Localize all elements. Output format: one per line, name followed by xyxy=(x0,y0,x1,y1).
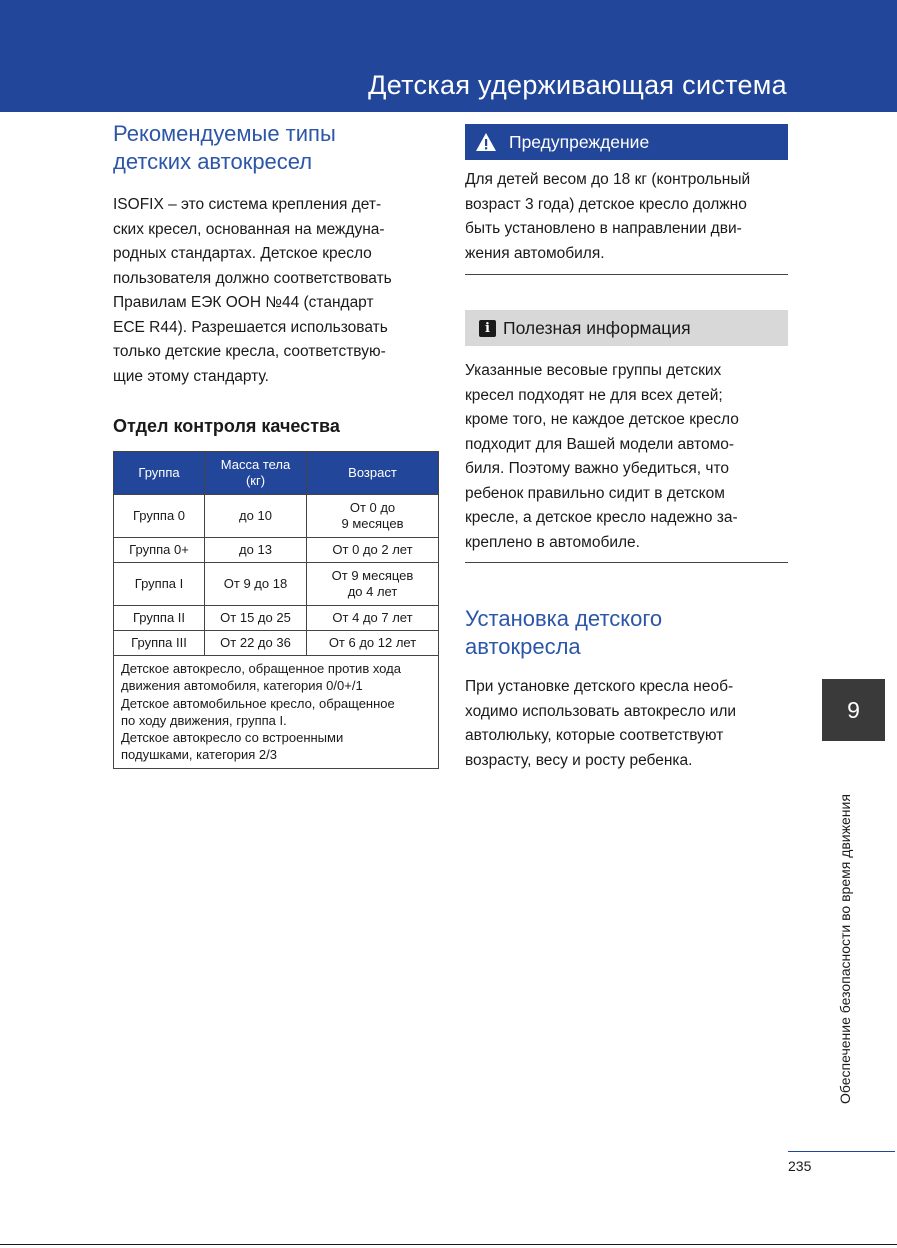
warning-text: Для детей весом до 18 кг (контрольный возраст 3 года) детское кресло должно быть установлено в направлении дви- жения автомобиля. xyxy=(465,171,751,262)
table-note: Детское автокресло, обращенное против хода движения автомобиля, категория 0/0+/1 Детское автомобильное кресло, обращенное по ходу движения, группа I. Детское автокресло со встроенными подушками, категория 2/3 xyxy=(114,656,439,769)
isofix-paragraph: ISOFIX – это система крепления дет- ских кресел, основанная на междуна- родных стандартах. Детское кресло пользователя должно соответствовать Правилам ЕЭК ООН №44 (стандарт ECE R44). Разрешается использовать только детские кресла, соответствую- щие этому стандарту. xyxy=(113,196,392,385)
table-row: Группа 0+ до 13 От 0 до 2 лет xyxy=(114,538,439,563)
warning-box-header xyxy=(465,124,788,160)
right-column xyxy=(465,124,788,773)
table-note-row xyxy=(114,656,439,769)
table-row: Группа II От 15 до 25 От 4 до 7 лет xyxy=(114,606,439,631)
info-box-header xyxy=(465,310,788,346)
table-row: Группа III От 22 до 36 От 6 до 12 лет xyxy=(114,631,439,656)
warning-title: Предупреждение xyxy=(509,131,650,152)
chapter-tab: 9 xyxy=(822,679,885,741)
warning-triangle-icon xyxy=(475,132,497,152)
quality-control-heading: Отдел контроля качества xyxy=(113,416,340,436)
chapter-title-vertical: Обеспечение безопасности во время движения xyxy=(837,794,853,1104)
page-number: 235 xyxy=(788,1158,812,1174)
left-column xyxy=(113,120,438,769)
installation-text: При установке детского кресла необ- ходимо использовать автокресло или автолюльку, которые соответствуют возрасту, весу и росту ребенка. xyxy=(465,678,737,769)
warning-divider xyxy=(465,274,788,275)
header-group: Группа xyxy=(114,452,205,495)
table-row: Группа I От 9 до 18 От 9 месяцев до 4 лет xyxy=(114,563,439,606)
info-divider xyxy=(465,562,788,563)
info-text: Указанные весовые группы детских кресел подходят не для всех детей; кроме того, не каждое детское кресло подходит для Вашей модели автомо- биля. Поэтому важно убедиться, что ребенок правильно сидит в детском кресле, а детское кресло надежно за- креплено в автомобиле. xyxy=(465,362,739,551)
header-mass: Масса тела (кг) xyxy=(205,452,307,495)
bottom-border xyxy=(0,1244,897,1245)
page-title: Детская удерживающая система xyxy=(368,70,787,100)
table-header-row xyxy=(114,452,439,495)
footer-divider xyxy=(788,1151,895,1152)
info-title: Полезная информация xyxy=(503,317,691,338)
child-seat-groups-table xyxy=(113,451,439,769)
info-icon: i xyxy=(479,320,496,337)
section-heading-installation: Установка детского автокресла xyxy=(465,606,663,659)
table-row: Группа 0 до 10 От 0 до 9 месяцев xyxy=(114,495,439,538)
section-heading-recommended: Рекомендуемые типы детских автокресел xyxy=(113,121,336,174)
header-age: Возраст xyxy=(307,452,439,495)
